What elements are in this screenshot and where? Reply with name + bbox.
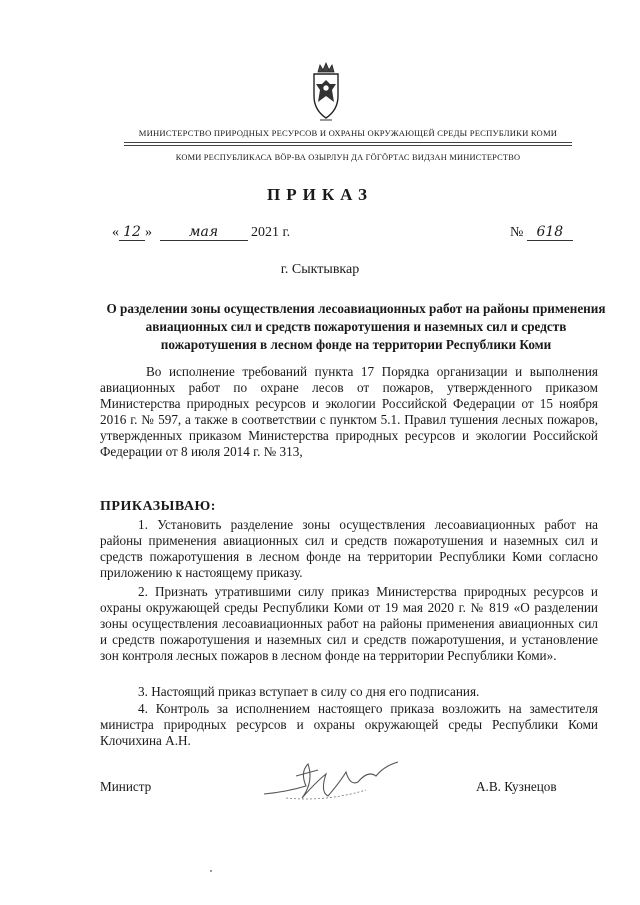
coat-of-arms-emblem	[306, 62, 346, 124]
scan-speck	[210, 870, 212, 872]
date-month: мая	[160, 224, 248, 241]
date-close-quote: »	[145, 225, 152, 240]
order-number	[510, 224, 573, 241]
preamble-paragraph: Во исполнение требований пункта 17 Порядка организации и выполнения авиационных работ по охране лесов от пожаров, утвержденного приказом Министерства природных ресурсов и экологии Российской Федерации от 15 ноября 2016 г. № 597, а также в соответствии с пунктом 5.1. Правил тушения лесных пожаров, утвержденных приказом Министерства природных ресурсов и экологии Российской Федерации от 8 июля 2014 г. № 313,	[100, 364, 598, 459]
number-value: 618	[527, 224, 573, 241]
order-subject: О разделении зоны осуществления лесоавиационных работ на районы применения авиационных сил и средств пожаротушения и наземных сил и средств пожаротушения в лесном фонде на территории Республики Коми	[106, 301, 606, 352]
document-title: ПРИКАЗ	[267, 185, 373, 204]
order-item-3: 3. Настоящий приказ вступает в силу со дня его подписания.	[138, 684, 480, 699]
order-item-2: 2. Признать утратившими силу приказ Министерства природных ресурсов и охраны окружающей среды Республики Коми от 19 мая 2020 г. № 819 «О разделении зоны осуществления лесоавиационных работ на районы применения авиационных сил и средств пожаротушения и наземных сил и средств пожаротушения, и установление зон контроля лесных пожаров в лесном фонде на территории Республики Коми».	[100, 584, 598, 663]
ministry-name-ru: МИНИСТЕРСТВО ПРИРОДНЫХ РЕСУРСОВ И ОХРАНЫ ОКРУЖАЮЩЕЙ СРЕДЫ РЕСПУБЛИКИ КОМИ	[138, 128, 558, 138]
number-prefix: №	[510, 225, 524, 240]
order-heading: ПРИКАЗЫВАЮ:	[100, 499, 216, 514]
order-item-4: 4. Контроль за исполнением настоящего приказа возложить на заместителя министра природных ресурсов и охраны окружающей среды Республики Коми Клочихина А.Н.	[100, 701, 598, 748]
header-divider-second	[124, 145, 572, 146]
handwritten-signature	[256, 752, 406, 812]
signatory-name: А.В. Кузнецов	[476, 779, 557, 794]
order-item-1: 1. Установить разделение зоны осуществления лесоавиационных работ на районы применения авиационных сил и средств пожаротушения и наземных сил и средств пожаротушения в лесном фонде на территории Республики Коми согласно приложению к настоящему приказу.	[100, 517, 598, 580]
date-year: 2021 г.	[251, 225, 291, 240]
date-day: 12	[119, 224, 145, 241]
city: г. Сыктывкар	[280, 262, 360, 277]
date-open-quote: «	[112, 225, 119, 240]
header-divider	[124, 142, 572, 143]
ministry-name-komi: КОМИ РЕСПУБЛИКАСА ВӦР-ВА ОЗЫРЛУН ДА ГӦГӦРТАС ВИДЗАН МИНИСТЕРСТВО	[175, 153, 521, 162]
signatory-role: Министр	[100, 779, 152, 794]
order-date	[112, 224, 290, 241]
